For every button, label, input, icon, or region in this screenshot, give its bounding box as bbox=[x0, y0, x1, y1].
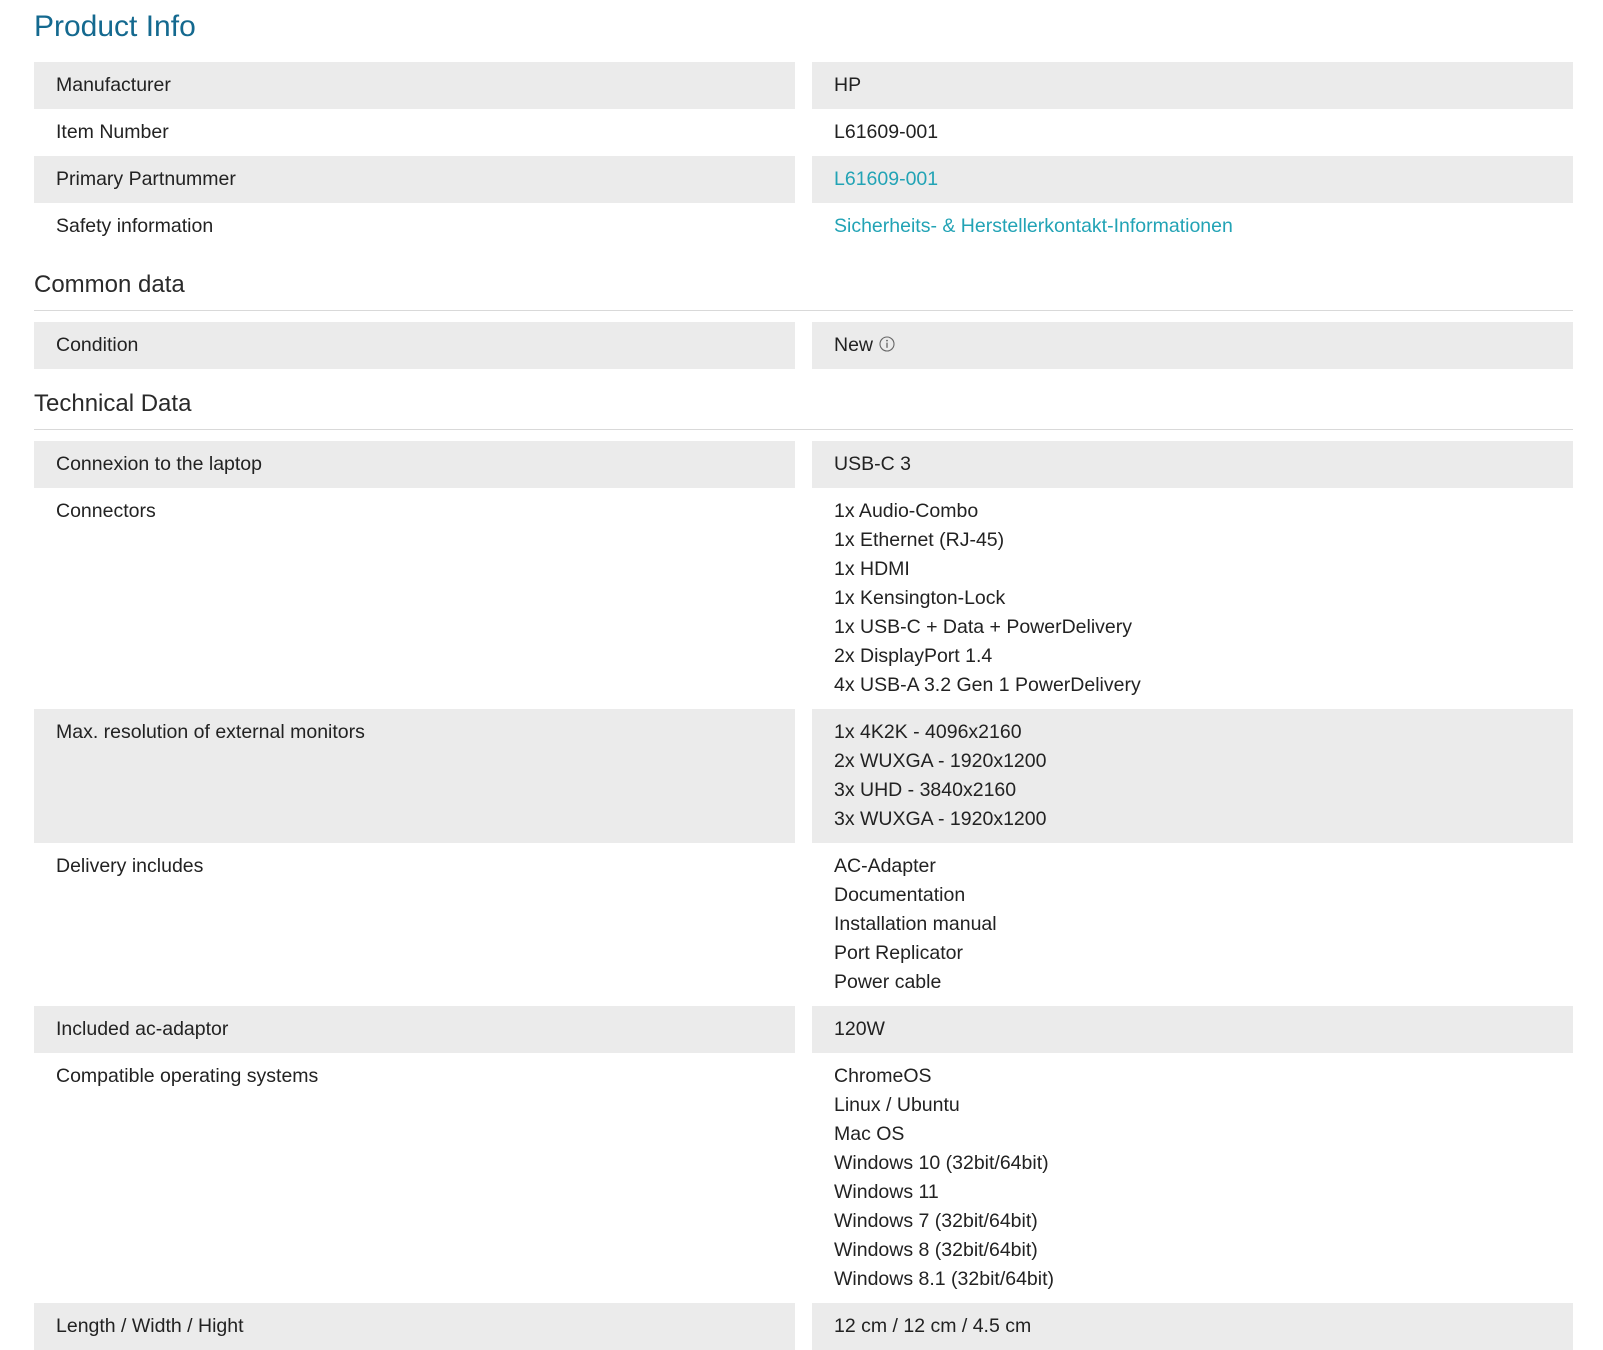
spec-value-line: Mac OS bbox=[834, 1123, 905, 1145]
spec-value-line: Windows 10 (32bit/64bit) bbox=[834, 1152, 1049, 1174]
spec-row-primary-partnummer bbox=[34, 156, 1573, 203]
spec-value-link[interactable]: Sicherheits- & Herstellerkontakt-Informationen bbox=[834, 215, 1233, 237]
spec-value-line: 1x HDMI bbox=[834, 558, 910, 580]
spec-value bbox=[812, 1006, 1573, 1053]
spec-label: Connectors bbox=[56, 500, 156, 522]
spec-row-item-number bbox=[34, 109, 1573, 156]
spec-value-line: 2x DisplayPort 1.4 bbox=[834, 645, 993, 667]
spec-label: Manufacturer bbox=[34, 62, 795, 109]
spec-row-length-width-hight bbox=[34, 1303, 1573, 1350]
spec-value-line: 1x Audio-Combo bbox=[834, 500, 979, 522]
spec-label: Connexion to the laptop bbox=[34, 441, 795, 488]
spec-value-line: Windows 11 bbox=[834, 1181, 939, 1203]
spec-value bbox=[812, 62, 1573, 109]
spec-value-line: 1x USB-C + Data + PowerDelivery bbox=[834, 616, 1133, 638]
spec-value-line: 4x USB-A 3.2 Gen 1 PowerDelivery bbox=[834, 674, 1141, 696]
spec-row-max-resolution-of-external-monitors bbox=[34, 709, 1573, 843]
spec-row-condition bbox=[34, 322, 1573, 369]
spec-value bbox=[812, 488, 1573, 709]
spec-value-line: ChromeOS bbox=[834, 1065, 932, 1087]
spec-value-line: Windows 8 (32bit/64bit) bbox=[834, 1239, 1038, 1261]
spec-label: Condition bbox=[34, 322, 795, 369]
spec-label: Safety information bbox=[56, 215, 214, 237]
spec-row-manufacturer bbox=[34, 62, 1573, 109]
spec-value-line: 3x WUXGA - 1920x1200 bbox=[834, 808, 1047, 830]
spec-row-delivery-includes bbox=[34, 843, 1573, 1006]
spec-value-line: 1x Ethernet (RJ-45) bbox=[834, 529, 1005, 551]
spec-label: Max. resolution of external monitors bbox=[34, 709, 795, 843]
common-data-table bbox=[34, 322, 1573, 369]
page-title: Product Info bbox=[34, 10, 196, 43]
product-info-table bbox=[34, 62, 1573, 250]
spec-value-line: Power cable bbox=[834, 971, 942, 993]
spec-label: Compatible operating systems bbox=[56, 1065, 319, 1087]
technical-data-table bbox=[34, 441, 1573, 1350]
spec-row-connexion-to-the-laptop bbox=[34, 441, 1573, 488]
spec-value-line: New bbox=[834, 334, 874, 356]
spec-value bbox=[812, 109, 1573, 156]
spec-value bbox=[812, 322, 1573, 369]
spec-value bbox=[812, 709, 1573, 843]
spec-value-line: AC-Adapter bbox=[834, 855, 936, 877]
spec-value-line: Windows 7 (32bit/64bit) bbox=[834, 1210, 1038, 1232]
spec-value-line: Documentation bbox=[834, 884, 966, 906]
spec-value-line: Installation manual bbox=[834, 913, 997, 935]
spec-row-connectors bbox=[34, 488, 1573, 709]
spec-value bbox=[812, 1303, 1573, 1350]
spec-value bbox=[812, 203, 1573, 250]
spec-value-line: 3x UHD - 3840x2160 bbox=[834, 779, 1017, 801]
spec-row-safety-information bbox=[34, 203, 1573, 250]
spec-row-compatible-operating-systems bbox=[34, 1053, 1573, 1303]
info-circle-icon[interactable] bbox=[879, 336, 895, 352]
spec-value-line: HP bbox=[834, 74, 862, 96]
spec-label: Primary Partnummer bbox=[34, 156, 795, 203]
spec-value-line: L61609-001 bbox=[834, 121, 939, 143]
spec-value-line: Linux / Ubuntu bbox=[834, 1094, 960, 1116]
spec-label: Length / Width / Hight bbox=[34, 1303, 795, 1350]
spec-value-line: 12 cm / 12 cm / 4.5 cm bbox=[834, 1315, 1032, 1337]
spec-value-with-icon bbox=[834, 331, 1551, 360]
spec-value bbox=[812, 1053, 1573, 1303]
technical-data-heading: Technical Data bbox=[34, 369, 1573, 430]
spec-value-line: Port Replicator bbox=[834, 942, 963, 964]
product-info-panel bbox=[34, 0, 1573, 1350]
spec-label: Item Number bbox=[56, 121, 169, 143]
common-data-heading: Common data bbox=[34, 250, 1573, 311]
spec-value-line: 1x Kensington-Lock bbox=[834, 587, 1006, 609]
spec-value-line: USB-C 3 bbox=[834, 453, 911, 475]
spec-label: Included ac-adaptor bbox=[34, 1006, 795, 1053]
spec-value-line: 120W bbox=[834, 1018, 885, 1040]
spec-value-line: 1x 4K2K - 4096x2160 bbox=[834, 721, 1022, 743]
spec-value-link[interactable]: L61609-001 bbox=[834, 168, 939, 190]
spec-row-included-ac-adaptor bbox=[34, 1006, 1573, 1053]
spec-value-line: Windows 8.1 (32bit/64bit) bbox=[834, 1268, 1055, 1290]
spec-value bbox=[812, 843, 1573, 1006]
spec-value bbox=[812, 441, 1573, 488]
spec-value-line: 2x WUXGA - 1920x1200 bbox=[834, 750, 1047, 772]
spec-value bbox=[812, 156, 1573, 203]
spec-label: Delivery includes bbox=[56, 855, 204, 877]
